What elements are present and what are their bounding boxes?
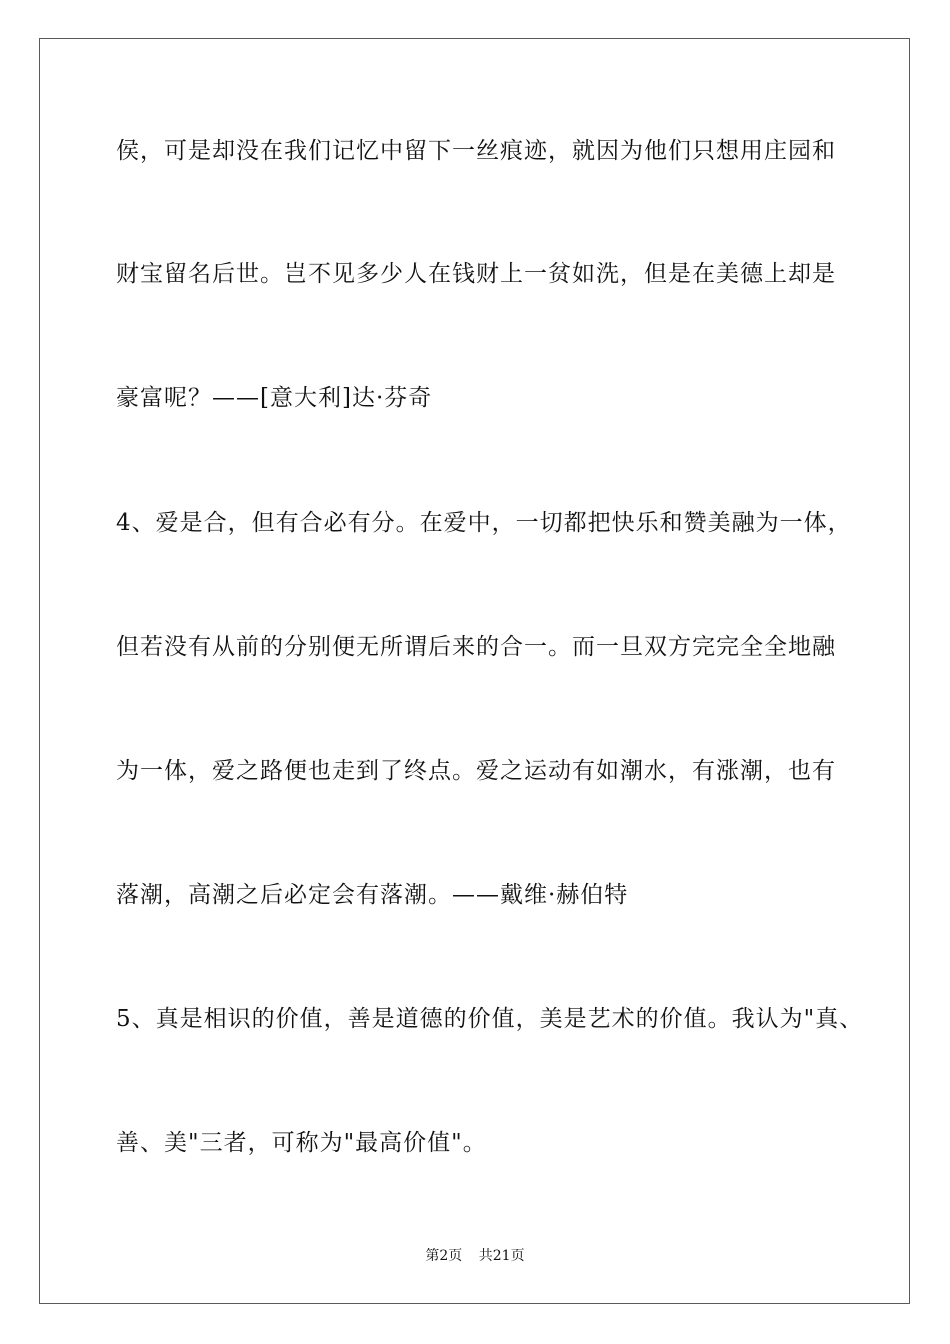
text-line: 4、爱是合，但有合必有分。在爱中，一切都把快乐和赞美融为一体， (116, 510, 852, 536)
text-line: 豪富呢？——[意大利]达·芬奇 (116, 385, 433, 411)
text-line: 财宝留名后世。岂不见多少人在钱财上一贫如洗，但是在美德上却是 (116, 261, 836, 287)
page-border (39, 38, 910, 1304)
page-footer (0, 1247, 950, 1265)
text-line: 落潮，高潮之后必定会有落潮。——戴维·赫伯特 (116, 882, 629, 908)
page-total: 共21页 (478, 1248, 525, 1264)
text-line: 但若没有从前的分别便无所谓后来的合一。而一旦双方完完全全地融 (116, 634, 836, 660)
text-line: 为一体，爱之路便也走到了终点。爱之运动有如潮水，有涨潮，也有 (116, 758, 836, 784)
text-line: 侯，可是却没在我们记忆中留下一丝痕迹，就因为他们只想用庄园和 (116, 138, 836, 164)
text-line: 善、美"三者，可称为"最高价值"。 (116, 1130, 487, 1156)
page-number: 第2页 (425, 1248, 463, 1264)
text-line: 5、真是相识的价值，善是道德的价值，美是艺术的价值。我认为"真、 (116, 1006, 864, 1032)
